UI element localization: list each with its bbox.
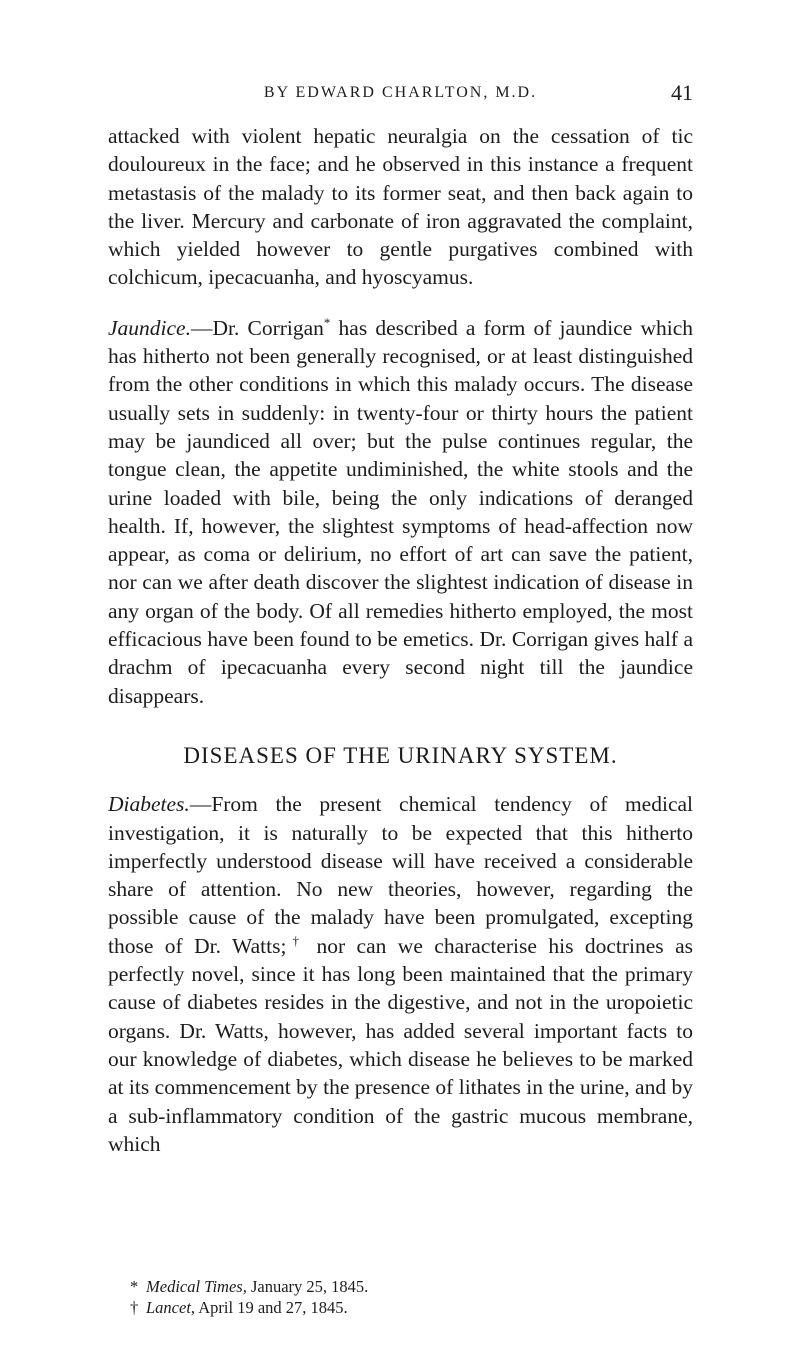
running-title: BY EDWARD CHARLTON, M.D. <box>263 84 538 101</box>
body-text <box>108 122 693 1158</box>
section-heading: DISEASES OF THE URINARY SYSTEM. <box>183 742 618 768</box>
paragraph-jaundice <box>108 314 693 710</box>
footnote <box>130 1297 690 1318</box>
running-head <box>108 80 693 108</box>
footnote-marker: † <box>130 1298 139 1317</box>
runin-heading-diabetes: Diabetes. <box>108 792 190 817</box>
footnote-reference: † <box>286 932 306 948</box>
paragraph-text: has described a form of jaundice which has hitherto not been generally recognised, or at least distinguished from the other conditions in which this malady occurs. The disease usually sets in suddenly: in twenty-four or thirty hours the patient may be jaundiced all over; but the pulse continues regular, the tongue clean, the appetite undiminished, the white stools and the urine loaded with bile, being the only indications of deranged health. If, however, the slightest symptoms of head-affection now appear, as coma or delirium, no effort of art can save the patient, nor can we after death discover the slightest indication of disease in any organ of the body. Of all remedies hitherto employed, the most efficacious have been found to be emetics. Dr. Corrigan gives half a drachm of ipecacuanha every second night till the jaundice disappears. <box>108 315 693 708</box>
paragraph-diabetes <box>108 790 693 1158</box>
footnote-detail: January 25, 1845. <box>246 1277 369 1296</box>
footnote-detail: April 19 and 27, 1845. <box>195 1298 348 1317</box>
runin-heading-jaundice: Jaundice. <box>108 315 191 340</box>
footnotes <box>130 1276 690 1318</box>
page-number: 41 <box>671 80 693 105</box>
paragraph-text: attacked with violent hepatic neuralgia on the cessation of tic douloureux in the face; and he observed in this instance a frequent metastasis of the malady to its former seat, and then back again to the liver. Mercury and carbonate of iron aggravated the complaint, which yielded however to gentle purgatives combined with colchicum, ipecacuanha, and hyoscyamus. <box>108 124 693 290</box>
footnote-source: Medical Times, <box>146 1277 247 1296</box>
footnote-source: Lancet, <box>146 1298 196 1317</box>
paragraph-hepatic-neuralgia <box>108 122 693 292</box>
footnote-reference: * <box>323 314 331 330</box>
paragraph-lead: —From the present chemical tendency of medical investigation, it is naturally to be expected that this hitherto imperfectly understood disease will have received a considerable share of attention. No new theories, however, regarding the possible cause of the malady have been promulgated, excepting those of Dr. Watts; <box>108 792 693 958</box>
footnote-marker: * <box>130 1277 139 1296</box>
paragraph-lead: —Dr. Corrigan <box>190 315 324 340</box>
paragraph-text: nor can we characterise his doctrines as perfectly novel, since it has long been maintained that the primary cause of diabetes resides in the digestive, and not in the uropoietic organs. Dr. Watts, however, has added several important facts to our knowledge of diabetes, which disease he believes to be marked at its commencement by the presence of lithates in the urine, and by a sub-inflammatory condition of the gastric mucous membrane, which <box>108 933 694 1156</box>
footnote <box>130 1276 690 1297</box>
